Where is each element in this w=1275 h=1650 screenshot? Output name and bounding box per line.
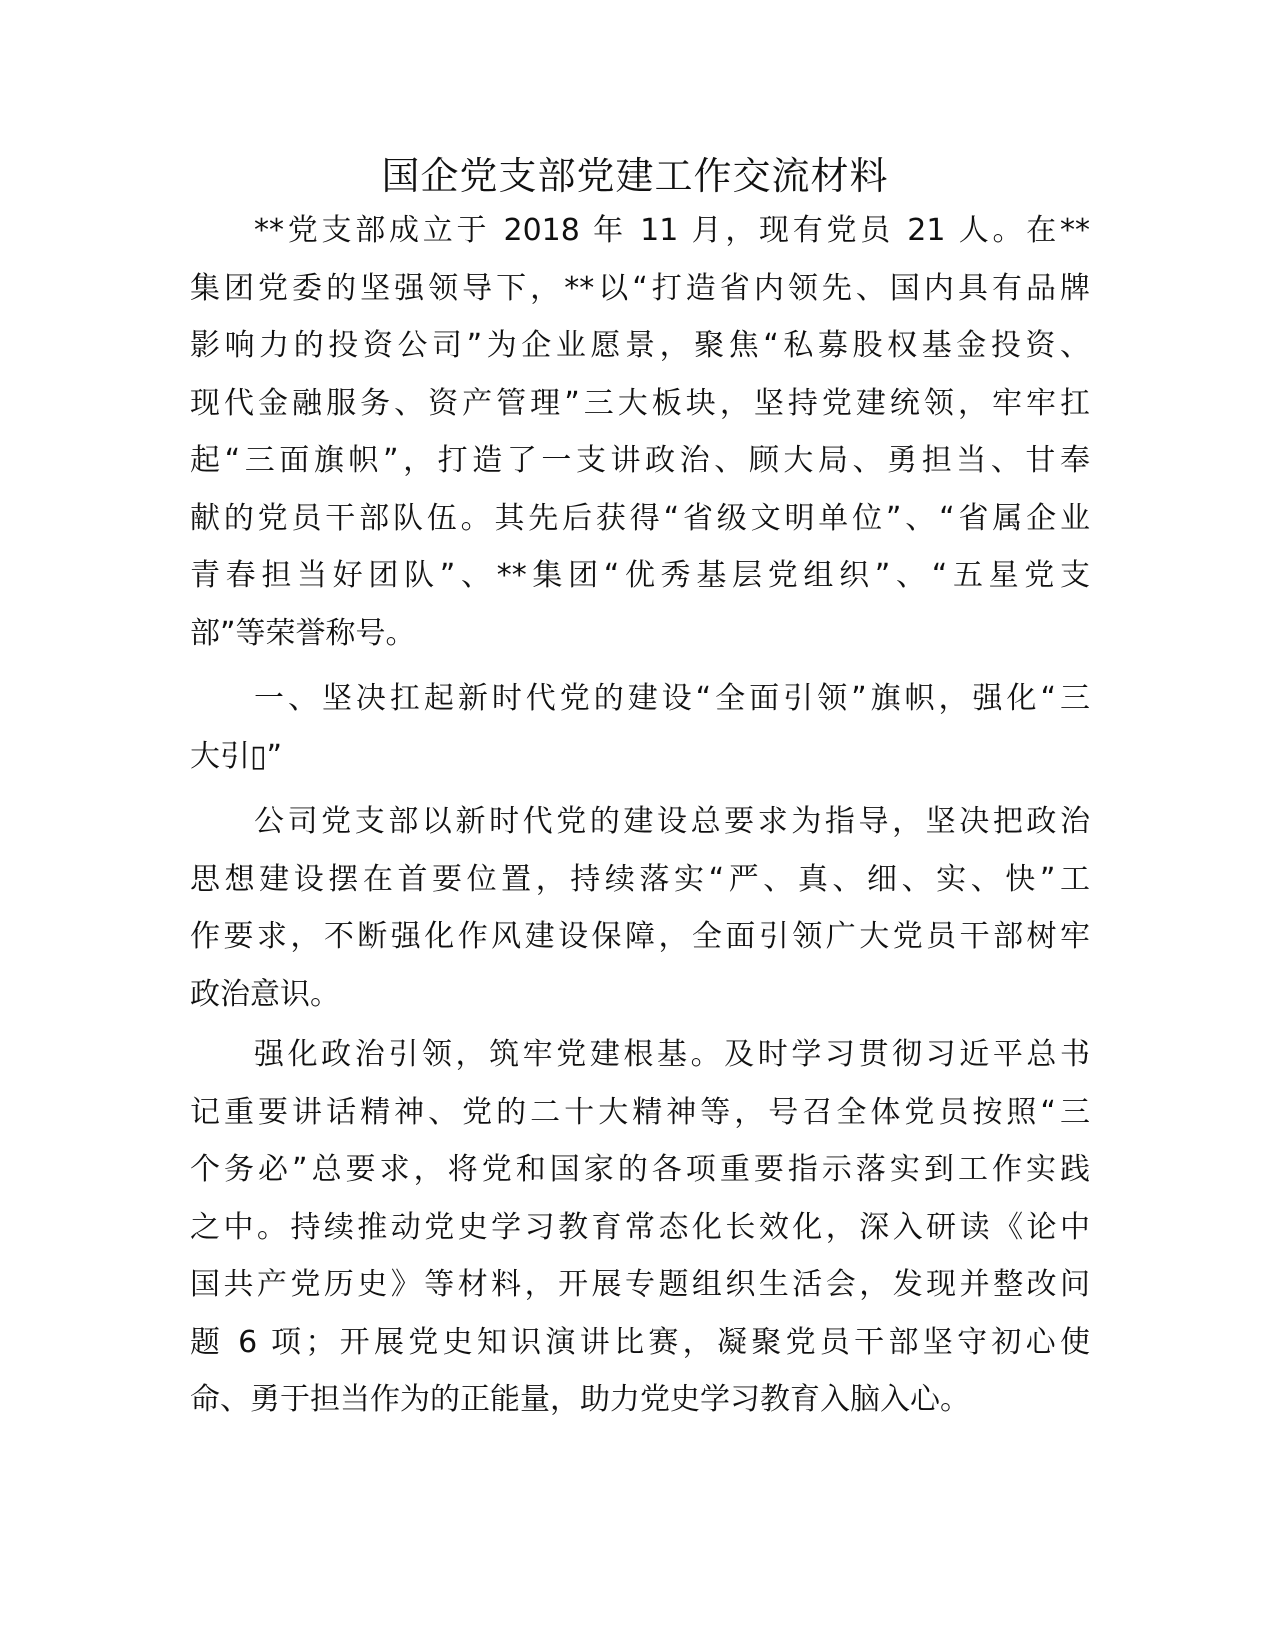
text-line: 强化政治引领，筑牢党建根基。及时学习贯彻习近平总书 bbox=[254, 1037, 1090, 1072]
text-line: 现代金融服务、资产管理”三大板块，坚持党建统领，牢牢扛 bbox=[190, 385, 1090, 421]
text-line: 政治意识。 bbox=[190, 976, 340, 1012]
document-title: 国企党支部党建工作交流材料 bbox=[381, 154, 889, 198]
text-line: 公司党支部以新时代党的建设总要求为指导，坚决把政治 bbox=[254, 804, 1090, 839]
text-line: 一、坚决扛起新时代党的建设“全面引领”旗帜，强化“三 bbox=[254, 681, 1090, 716]
text-line: 记重要讲话精神、党的二十大精神等，号召全体党员按照“三 bbox=[190, 1094, 1090, 1130]
text-line: 部”等荣誉称号。 bbox=[190, 615, 416, 651]
text-line: 之中。持续推动党史学习教育常态化长效化，深入研读《论中 bbox=[190, 1209, 1090, 1245]
text-line: **党支部成立于 2018 年 11 月，现有党员 21 人。在** bbox=[254, 213, 1090, 248]
section-heading-1 bbox=[190, 670, 1090, 785]
text-line: 大引▯” bbox=[190, 738, 283, 774]
text-line: 作要求，不断强化作风建设保障，全面引领广大党员干部树牢 bbox=[190, 919, 1090, 954]
text-line: 命、勇于担当作为的正能量，助力党史学习教育入脑入心。 bbox=[190, 1382, 970, 1417]
text-line: 青春担当好团队”、**集团“优秀基层党组织”、“五星党支 bbox=[190, 558, 1090, 593]
text-line: 国共产党历史》等材料，开展专题组织生活会，发现并整改问 bbox=[190, 1267, 1090, 1302]
paragraph-section-1-summary bbox=[190, 793, 1090, 1023]
paragraph-political-guidance bbox=[190, 1026, 1090, 1429]
paragraph-intro bbox=[190, 202, 1090, 662]
text-line: 个务必”总要求，将党和国家的各项重要指示落实到工作实践 bbox=[190, 1152, 1090, 1187]
text-line: 献的党员干部队伍。其先后获得“省级文明单位”、“省属企业 bbox=[190, 500, 1090, 536]
text-line: 题 6 项；开展党史知识演讲比赛，凝聚党员干部坚守初心使 bbox=[190, 1324, 1090, 1360]
text-line: 起“三面旗帜”，打造了一支讲政治、顾大局、勇担当、甘奉 bbox=[190, 443, 1090, 478]
text-line: 集团党委的坚强领导下，**以“打造省内领先、国内具有品牌 bbox=[190, 270, 1090, 306]
text-line: 思想建设摆在首要位置，持续落实“严、真、细、实、快”工 bbox=[190, 861, 1090, 897]
text-line: 影响力的投资公司”为企业愿景，聚焦“私募股权基金投资、 bbox=[190, 328, 1090, 363]
